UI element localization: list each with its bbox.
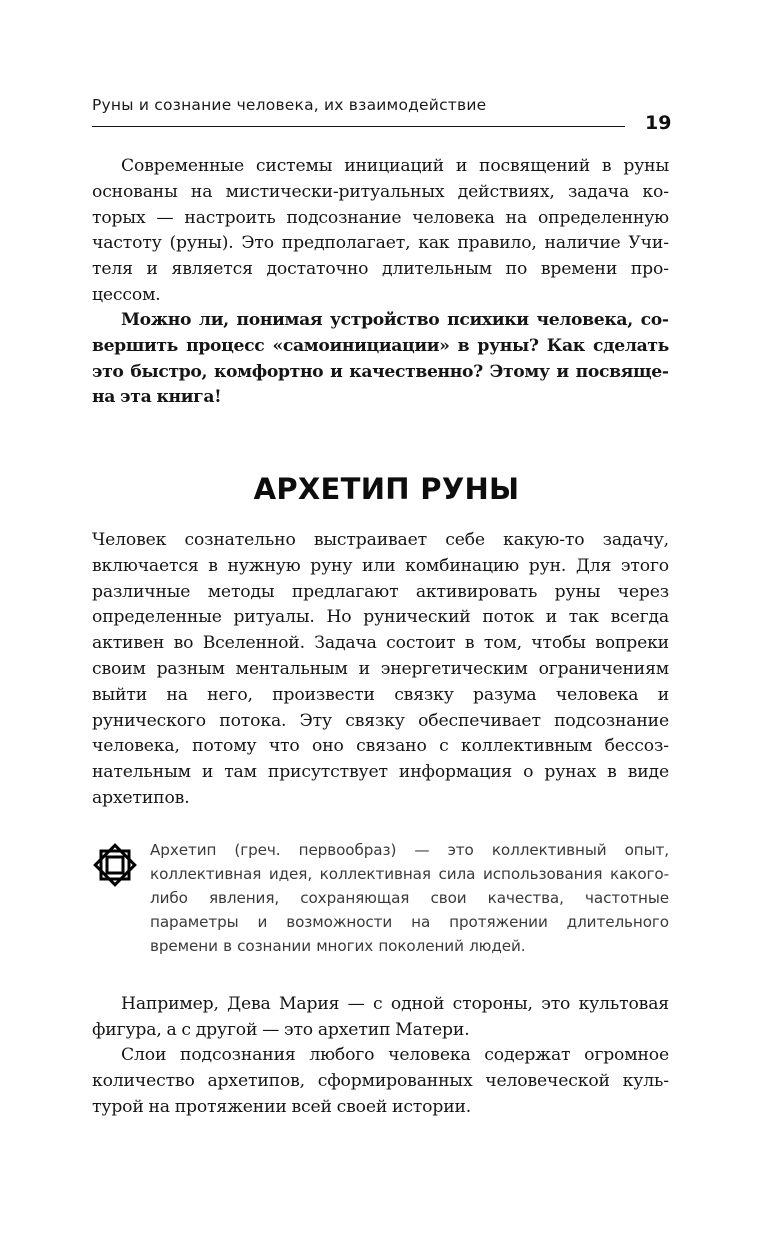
- paragraph-question: Можно ли, понимая устройство психики человека, совершить процесс «самоинициации» в руны? Как сделать это быстро, комфортно и качественно? Этому и посвящена эта книга!: [92, 310, 669, 408]
- paragraph-layers: Слои подсознания любого человека содержат огромное количество архетипов, сформированных человеческой культурой на протяжении всей своей истории.: [92, 1045, 669, 1117]
- header-rule: [92, 126, 625, 127]
- paragraph-example: Например, Дева Мария — с одной стороны, это культовая фигура, а с другой — это архетип Матери.: [92, 994, 669, 1040]
- paragraph-archetype-intro: Человек сознательно выстраивает себе какую-то задачу, включается в нужную руну или комбинацию рун. Для этого различные методы предлагают активировать руны через определенные ритуалы. Но рунический поток и так всегда активен во Вселенной. Задача состоит в том, чтобы вопреки своим разным ментальным и энергетическим ограничениям выйти на него, произвести связку разума человека и рунического потока. Эту связку обеспечивает подсознание человека, потому что оно связано с коллективным бессознательным и там присутствует информация о рунах в виде архетипов.: [92, 530, 669, 808]
- paragraph-intro: Современные системы инициаций и посвящений в руны основаны на мистически-ритуальных действиях, задача которых — настроить подсознание человека на определенную частоту (руны). Это предполагает, как правило, наличие Учителя и является достаточно длительным по времени процессом.: [92, 156, 669, 305]
- section-heading: АРХЕТИП РУНЫ: [253, 472, 520, 506]
- page-number: 19: [645, 112, 672, 134]
- octagram-star-icon: [90, 840, 140, 890]
- callout-definition: Архетип (греч. первообраз) — это коллективный опыт, коллективная идея, коллективная сила использования какого-либо явления, сохраняющая свои качества, частотные параметры и возможности на протяжении длительного времени в сознании многих поколений людей.: [150, 841, 669, 955]
- running-head-title: Руны и сознание человека, их взаимодействие: [92, 96, 487, 114]
